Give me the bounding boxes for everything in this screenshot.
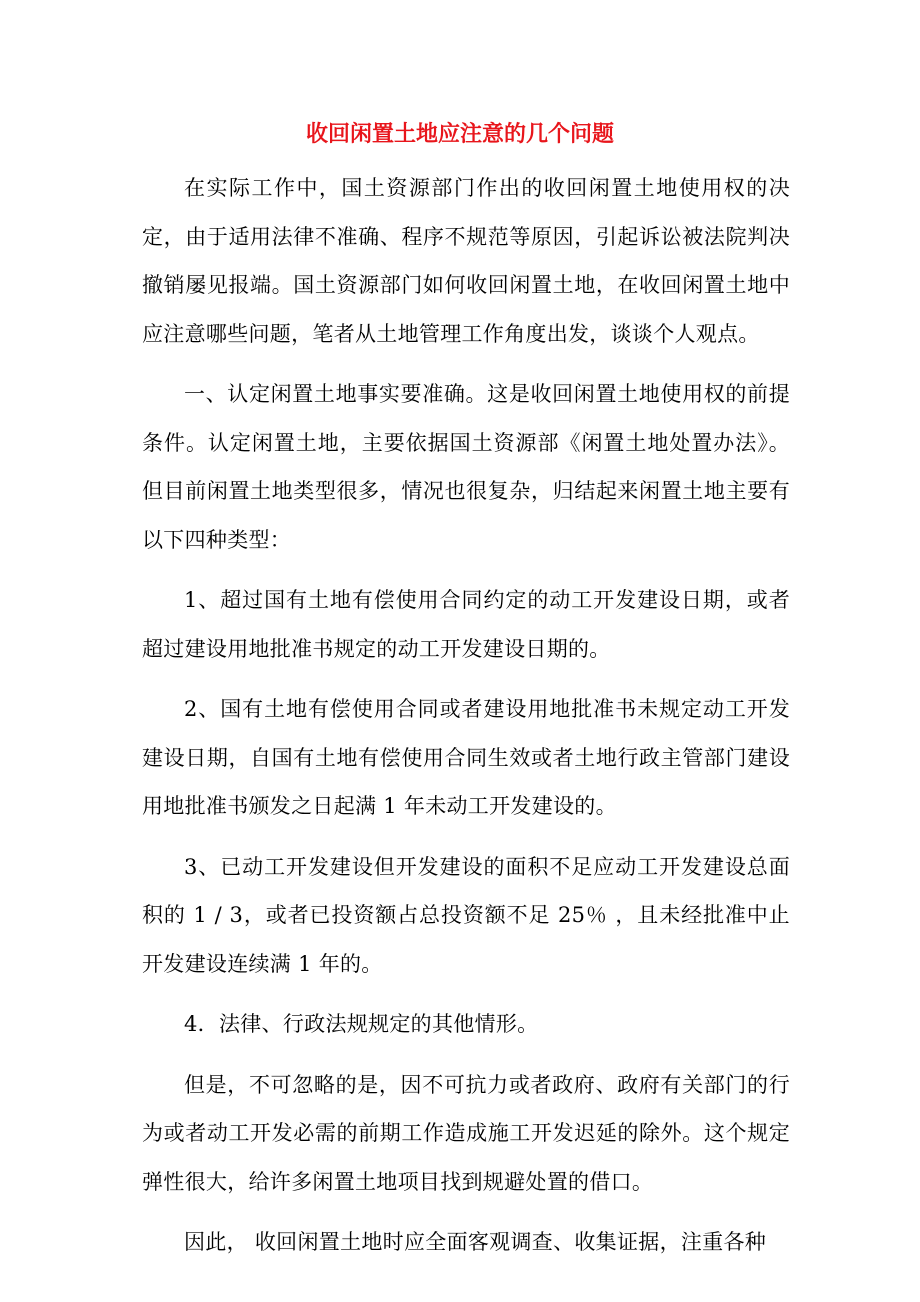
paragraph-section-one: 一、认定闲置土地事实要准确。这是收回闲置土地使用权的前提条件。认定闲置土地，主要依据国土资源部《闲置土地处置办法》。但目前闲置土地类型很多，情况也很复杂，归结起来闲置土地主要有以下四种类型： [142, 382, 790, 552]
paragraph-type-2: 2、国有土地有偿使用合同或者建设用地批准书未规定动工开发建设日期，自国有土地有偿使用合同生效或者土地行政主管部门建设用地批准书颁发之日起满 1 年未动工开发建设的。 [142, 697, 790, 818]
document-title: 收回闲置土地应注意的几个问题 [305, 121, 614, 147]
paragraph-intro: 在实际工作中，国土资源部门作出的收回闲置土地使用权的决定，由于适用法律不准确、程序不规范等原因，引起诉讼被法院判决撤销屡见报端。国土资源部门如何收回闲置土地，在收回闲置土地中应注意哪些问题，笔者从土地管理工作角度出发，谈谈个人观点。 [142, 176, 790, 346]
paragraph-type-3: 3、已动工开发建设但开发建设的面积不足应动工开发建设总面积的 1 / 3，或者已投资额占总投资额不足 25％ ，且未经批准中止开发建设连续满 1 年的。 [142, 854, 790, 976]
paragraph-exception: 但是，不可忽略的是，因不可抗力或者政府、政府有关部门的行为或者动工开发必需的前期工作造成施工开发迟延的除外。这个规定弹性很大，给许多闲置土地项目找到规避处置的借口。 [142, 1072, 790, 1194]
paragraph-type-1: 1、超过国有土地有偿使用合同约定的动工开发建设日期，或者超过建设用地批准书规定的动工开发建设日期的。 [142, 588, 790, 661]
paragraph-type-4: 4．法律、行政法规规定的其他情形。 [184, 1012, 539, 1036]
document-body [142, 164, 790, 1267]
paragraph-therefore: 因此， 收回闲置土地时应全面客观调查、收集证据，注重各种 [184, 1230, 767, 1254]
